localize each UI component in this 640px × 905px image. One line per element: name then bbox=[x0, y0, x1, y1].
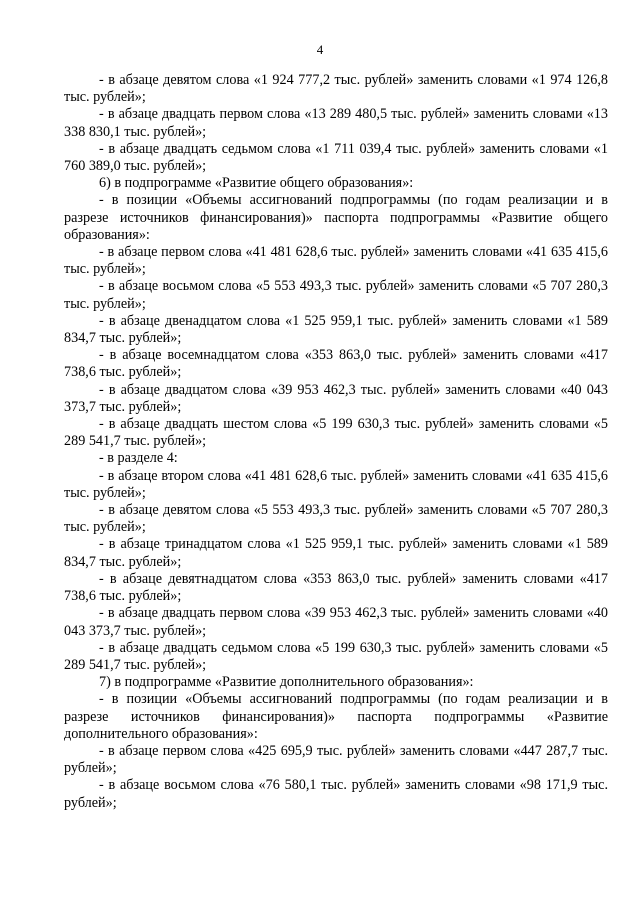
paragraph: - в абзаце девятнадцатом слова «353 863,0 тыс. рублей» заменить словами «417 738,6 тыс. рублей»; bbox=[64, 570, 608, 605]
paragraph: - в позиции «Объемы ассигнований подпрограммы (по годам реализации и в разрезе источников финансирования)» паспорта подпрограммы «Развитие общего образования»: bbox=[64, 192, 608, 243]
paragraph: - в абзаце восемнадцатом слова «353 863,0 тыс. рублей» заменить словами «417 738,6 тыс. рублей»; bbox=[64, 347, 608, 381]
paragraph: - в абзаце первом слова «425 695,9 тыс. рублей» заменить словами «447 287,7 тыс. рублей»; bbox=[64, 742, 608, 777]
paragraph: - в позиции «Объемы ассигнований подпрограммы (по годам реализации и в разрезе источников финансирования)» паспорта подпрограммы «Развитие дополнительного образования»: bbox=[64, 691, 608, 742]
page-number: 4 bbox=[316, 42, 324, 57]
paragraph: - в абзаце девятом слова «1 924 777,2 тыс. рублей» заменить словами «1 974 126,8 тыс. рублей»; bbox=[64, 72, 608, 106]
paragraph: - в абзаце втором слова «41 481 628,6 тыс. рублей» заменить словами «41 635 415,6 тыс. рублей»; bbox=[64, 467, 608, 501]
paragraph: - в абзаце двадцать первом слова «13 289 480,5 тыс. рублей» заменить словами «13 338 830,1 тыс. рублей»; bbox=[64, 106, 608, 140]
paragraph: - в разделе 4: bbox=[99, 450, 178, 467]
paragraph: - в абзаце двадцать седьмом слова «5 199 630,3 тыс. рублей» заменить словами «5 289 541,7 тыс. рублей»; bbox=[64, 639, 608, 673]
paragraph: - в абзаце двенадцатом слова «1 525 959,1 тыс. рублей» заменить словами «1 589 834,7 тыс. рублей»; bbox=[64, 312, 608, 347]
paragraph: - в абзаце первом слова «41 481 628,6 тыс. рублей» заменить словами «41 635 415,6 тыс. рублей»; bbox=[64, 244, 608, 278]
paragraph: - в абзаце девятом слова «5 553 493,3 тыс. рублей» заменить словами «5 707 280,3 тыс. рублей»; bbox=[64, 502, 608, 536]
document-body bbox=[64, 72, 608, 812]
paragraph: - в абзаце двадцать седьмом слова «1 711 039,4 тыс. рублей» заменить словами «1 760 389,0 тыс. рублей»; bbox=[64, 140, 608, 175]
paragraph: - в абзаце тринадцатом слова «1 525 959,1 тыс. рублей» заменить словами «1 589 834,7 тыс. рублей»; bbox=[64, 536, 608, 570]
paragraph: - в абзаце двадцатом слова «39 953 462,3 тыс. рублей» заменить словами «40 043 373,7 тыс. рублей»; bbox=[64, 381, 608, 415]
paragraph: - в абзаце двадцать первом слова «39 953 462,3 тыс. рублей» заменить словами «40 043 373,7 тыс. рублей»; bbox=[64, 605, 608, 639]
paragraph: 7) в подпрограмме «Развитие дополнительного образования»: bbox=[99, 674, 474, 691]
paragraph: - в абзаце восьмом слова «5 553 493,3 тыс. рублей» заменить словами «5 707 280,3 тыс. рублей»; bbox=[64, 278, 608, 312]
paragraph: 6) в подпрограмме «Развитие общего образования»: bbox=[99, 175, 414, 192]
paragraph: - в абзаце двадцать шестом слова «5 199 630,3 тыс. рублей» заменить словами «5 289 541,7 тыс. рублей»; bbox=[64, 416, 608, 450]
paragraph: - в абзаце восьмом слова «76 580,1 тыс. рублей» заменить словами «98 171,9 тыс. рублей»; bbox=[64, 777, 608, 811]
